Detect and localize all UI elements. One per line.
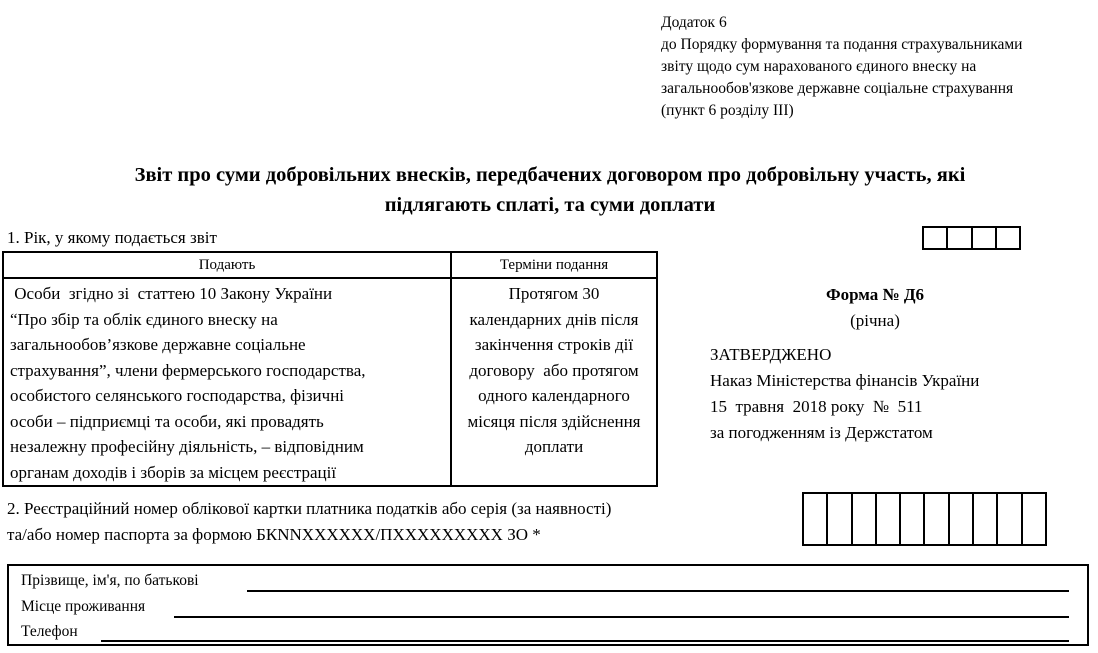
full-name-field[interactable]	[247, 590, 1069, 592]
year-digit-box[interactable]	[973, 228, 997, 248]
approved-date: 15 травня 2018 року № 511	[710, 397, 923, 416]
id-digit-box[interactable]	[1023, 494, 1045, 544]
submit-line: Особи згідно зі статтею 10 Закону України	[10, 284, 333, 303]
approved-agreement: за погодженням із Держстатом	[710, 423, 933, 442]
approved-heading: ЗАТВЕРДЖЕНО	[710, 345, 832, 364]
terms-line: закінчення строків дії	[474, 335, 634, 354]
submission-table	[2, 251, 658, 487]
full-name-label: Прізвище, ім'я, по батькові	[21, 572, 199, 589]
id-digit-box[interactable]	[925, 494, 949, 544]
year-input-boxes[interactable]	[922, 226, 1021, 250]
phone-label: Телефон	[21, 623, 78, 640]
year-digit-box[interactable]	[997, 228, 1019, 248]
id-digit-box[interactable]	[998, 494, 1022, 544]
terms-line: одного календарного	[478, 386, 630, 405]
phone-field[interactable]	[101, 640, 1069, 642]
header-submit: Подають	[3, 252, 451, 278]
taxpayer-id-question	[7, 496, 611, 548]
terms-line: календарних днів після	[469, 309, 639, 329]
submitters-cell	[3, 278, 451, 486]
question2-line-2: та/або номер паспорта за формою БКNNХХХХХХ/ПXXXXXXXXX ЗО *	[7, 525, 541, 544]
annex-line-2: до Порядку формування та подання страхувальниками	[661, 36, 1023, 53]
approved-order: Наказ Міністерства фінансів України	[710, 371, 980, 390]
personal-info-box	[7, 564, 1089, 646]
report-title	[20, 160, 1080, 220]
id-digit-box[interactable]	[853, 494, 877, 544]
year-digit-box[interactable]	[924, 228, 948, 248]
year-question: 1. Рік, у якому подається звіт	[7, 228, 217, 247]
address-field[interactable]	[174, 616, 1069, 618]
address-label: Місце проживання	[21, 598, 146, 615]
question2-line-1: 2. Реєстраційний номер облікової картки платника податків або серія (за наявності)	[7, 499, 612, 518]
title-line-1: Звіт про суми добровільних внесків, передбачених договором про добровільну участь, які	[134, 164, 966, 186]
id-digit-box[interactable]	[877, 494, 901, 544]
id-digit-box[interactable]	[950, 494, 974, 544]
header-terms: Терміни подання	[451, 252, 657, 278]
id-digit-box[interactable]	[974, 494, 998, 544]
submit-line: “Про збір та облік єдиного внеску на	[10, 309, 278, 329]
annex-line-4: загальнообов'язкове державне соціальне страхування	[661, 80, 1014, 97]
taxpayer-id-boxes[interactable]	[802, 492, 1047, 546]
terms-line: місяця після здійснення	[467, 411, 641, 431]
submit-line: особистого селянського господарства, фізичні	[10, 386, 345, 405]
terms-cell	[451, 278, 657, 486]
submit-line: страхування”, члени фермерського господарства,	[10, 360, 366, 380]
title-line-2: підлягають сплаті, та суми доплати	[384, 194, 716, 216]
annex-line-1: Додаток 6	[661, 14, 727, 31]
annex-line-5: (пункт 6 розділу ІІІ)	[661, 102, 794, 119]
annex-line-3: звіту щодо сум нарахованого єдиного внеску на	[661, 58, 977, 75]
terms-line: Протягом 30	[508, 284, 600, 303]
submit-line: загальнообов’язкове державне соціальне	[10, 335, 306, 354]
annex-header	[661, 12, 1091, 122]
submit-line: незалежну професійну діяльність, – відповідним	[10, 437, 364, 456]
terms-line: доплати	[524, 437, 584, 456]
form-period: (річна)	[850, 311, 900, 330]
approval-block	[710, 342, 979, 446]
terms-line: договору або протягом	[469, 360, 639, 380]
id-digit-box[interactable]	[901, 494, 925, 544]
submit-line: органам доходів і зборів за місцем реєстрації	[10, 462, 337, 482]
id-digit-box[interactable]	[804, 494, 828, 544]
id-digit-box[interactable]	[828, 494, 852, 544]
year-digit-box[interactable]	[948, 228, 972, 248]
form-number: Форма № Д6	[825, 285, 925, 304]
submit-line: особи – підприємці та особи, які провадять	[10, 411, 324, 431]
form-number-block	[760, 282, 990, 334]
